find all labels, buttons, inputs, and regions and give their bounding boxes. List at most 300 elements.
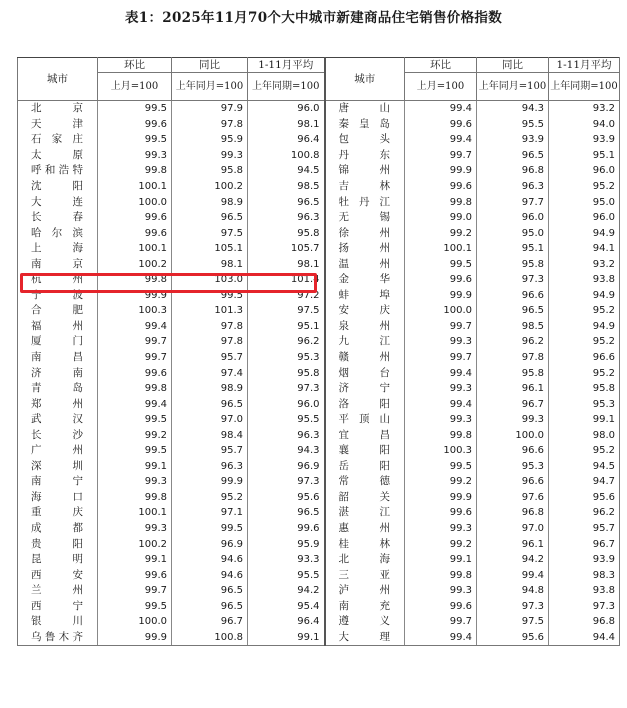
table-row: [18, 443, 620, 459]
city-name-right: 徐州: [325, 225, 405, 241]
yoy-value-left: 103.0: [172, 272, 248, 288]
table-row: [18, 459, 620, 475]
yoy-value-right: 96.0: [477, 210, 549, 226]
ytd-value-left: 97.3: [248, 474, 325, 490]
yoy-value-left: 96.5: [172, 210, 248, 226]
mom-value-left: 99.6: [98, 225, 172, 241]
city-name-right: 唐山: [325, 101, 405, 117]
ytd-value-left: 95.5: [248, 567, 325, 583]
yoy-base-left: 上年同月=100: [172, 73, 248, 101]
table-row: [18, 334, 620, 350]
city-name-right: 安庆: [325, 303, 405, 319]
ytd-value-left: 96.9: [248, 459, 325, 475]
table-row: [18, 163, 620, 179]
yoy-value-right: 97.8: [477, 350, 549, 366]
city-name-left: 青岛: [18, 381, 98, 397]
yoy-value-left: 94.6: [172, 567, 248, 583]
yoy-value-right: 96.1: [477, 381, 549, 397]
city-name-right: 韶关: [325, 490, 405, 506]
mom-value-right: 99.4: [405, 365, 477, 381]
ytd-value-left: 95.4: [248, 599, 325, 615]
yoy-value-left: 98.1: [172, 256, 248, 272]
mom-value-left: 99.8: [98, 272, 172, 288]
table-row: [18, 225, 620, 241]
mom-value-left: 99.6: [98, 567, 172, 583]
table-row: [18, 117, 620, 133]
mom-value-left: 99.3: [98, 474, 172, 490]
yoy-value-left: 96.5: [172, 396, 248, 412]
ytd-value-left: 96.5: [248, 194, 325, 210]
yoy-value-left: 97.8: [172, 334, 248, 350]
mom-value-left: 99.2: [98, 427, 172, 443]
table-row: [18, 241, 620, 257]
ytd-value-left: 97.2: [248, 288, 325, 304]
city-name-left: 石家庄: [18, 132, 98, 148]
city-name-left: 贵阳: [18, 536, 98, 552]
mom-value-right: 99.8: [405, 427, 477, 443]
yoy-value-left: 97.5: [172, 225, 248, 241]
ytd-value-right: 93.9: [549, 132, 620, 148]
yoy-value-right: 96.5: [477, 303, 549, 319]
ytd-value-left: 95.5: [248, 412, 325, 428]
mom-value-left: 100.1: [98, 505, 172, 521]
city-name-left: 福州: [18, 319, 98, 335]
yoy-value-left: 94.6: [172, 552, 248, 568]
city-name-right: 洛阳: [325, 396, 405, 412]
yoy-value-left: 97.8: [172, 117, 248, 133]
table-row: [18, 396, 620, 412]
city-name-right: 无锡: [325, 210, 405, 226]
ytd-value-right: 93.2: [549, 101, 620, 117]
mom-value-right: 99.3: [405, 583, 477, 599]
yoy-value-left: 100.8: [172, 630, 248, 646]
ytd-value-left: 96.3: [248, 427, 325, 443]
city-name-left: 呼和浩特: [18, 163, 98, 179]
table-row: [18, 350, 620, 366]
city-column-header-right: 城市: [325, 58, 405, 101]
mom-value-right: 99.5: [405, 459, 477, 475]
city-name-left: 长春: [18, 210, 98, 226]
mom-value-left: 99.5: [98, 599, 172, 615]
ytd-base-right: 上年同期=100: [549, 73, 620, 101]
city-name-left: 太原: [18, 148, 98, 164]
yoy-value-right: 97.5: [477, 614, 549, 630]
mom-value-left: 100.1: [98, 241, 172, 257]
yoy-value-right: 95.1: [477, 241, 549, 257]
mom-value-right: 99.8: [405, 567, 477, 583]
ytd-value-right: 95.0: [549, 194, 620, 210]
city-name-right: 遵义: [325, 614, 405, 630]
yoy-value-left: 95.9: [172, 132, 248, 148]
table-row: [18, 412, 620, 428]
price-index-table: [17, 57, 620, 646]
mom-value-left: 100.3: [98, 303, 172, 319]
table-row: [18, 303, 620, 319]
yoy-value-right: 97.7: [477, 194, 549, 210]
ytd-value-right: 94.9: [549, 288, 620, 304]
city-name-right: 扬州: [325, 241, 405, 257]
mom-value-right: 99.3: [405, 334, 477, 350]
city-name-left: 深圳: [18, 459, 98, 475]
yoy-value-right: 97.0: [477, 521, 549, 537]
yoy-value-right: 97.3: [477, 599, 549, 615]
table-row: [18, 567, 620, 583]
mom-value-right: 99.3: [405, 381, 477, 397]
city-name-right: 温州: [325, 256, 405, 272]
ytd-value-left: 95.6: [248, 490, 325, 506]
table-row: [18, 148, 620, 164]
yoy-value-left: 96.5: [172, 599, 248, 615]
ytd-value-left: 96.0: [248, 396, 325, 412]
ytd-value-left: 93.3: [248, 552, 325, 568]
yoy-value-right: 96.1: [477, 536, 549, 552]
highlight-box: [20, 273, 317, 293]
city-column-header-left: 城市: [18, 58, 98, 101]
city-name-right: 常德: [325, 474, 405, 490]
ytd-value-left: 100.8: [248, 148, 325, 164]
ytd-value-right: 98.3: [549, 567, 620, 583]
mom-value-left: 99.7: [98, 583, 172, 599]
yoy-value-right: 94.3: [477, 101, 549, 117]
yoy-value-right: 98.5: [477, 319, 549, 335]
yoy-value-left: 100.2: [172, 179, 248, 195]
yoy-value-right: 96.8: [477, 505, 549, 521]
mom-value-right: 99.9: [405, 288, 477, 304]
yoy-value-left: 99.5: [172, 288, 248, 304]
mom-value-right: 100.0: [405, 303, 477, 319]
mom-value-right: 99.4: [405, 132, 477, 148]
ytd-value-right: 93.8: [549, 583, 620, 599]
table-row: [18, 427, 620, 443]
yoy-base-right: 上年同月=100: [477, 73, 549, 101]
mom-value-right: 99.6: [405, 599, 477, 615]
ytd-value-left: 95.8: [248, 365, 325, 381]
table-row: [18, 474, 620, 490]
yoy-value-right: 96.5: [477, 148, 549, 164]
city-name-right: 宜昌: [325, 427, 405, 443]
city-name-right: 烟台: [325, 365, 405, 381]
mom-value-left: 99.9: [98, 630, 172, 646]
city-name-left: 郑州: [18, 396, 98, 412]
city-name-right: 三亚: [325, 567, 405, 583]
mom-value-right: 99.2: [405, 474, 477, 490]
yoy-value-left: 98.4: [172, 427, 248, 443]
yoy-value-right: 95.0: [477, 225, 549, 241]
yoy-value-left: 99.3: [172, 148, 248, 164]
yoy-value-left: 95.7: [172, 443, 248, 459]
city-name-left: 南昌: [18, 350, 98, 366]
ytd-value-right: 94.9: [549, 225, 620, 241]
city-name-left: 哈尔滨: [18, 225, 98, 241]
yoy-value-right: 94.8: [477, 583, 549, 599]
ytd-value-right: 96.0: [549, 210, 620, 226]
ytd-value-left: 97.5: [248, 303, 325, 319]
ytd-value-right: 95.2: [549, 303, 620, 319]
yoy-value-right: 96.8: [477, 163, 549, 179]
city-name-right: 惠州: [325, 521, 405, 537]
city-name-right: 蚌埠: [325, 288, 405, 304]
table-row: [18, 521, 620, 537]
ytd-value-left: 99.6: [248, 521, 325, 537]
yoy-header-right: 同比: [477, 58, 549, 73]
mom-value-left: 99.5: [98, 412, 172, 428]
mom-header-left: 环比: [98, 58, 172, 73]
mom-value-right: 99.7: [405, 350, 477, 366]
mom-value-right: 99.6: [405, 179, 477, 195]
city-name-left: 海口: [18, 490, 98, 506]
ytd-value-right: 96.0: [549, 163, 620, 179]
table-row: [18, 552, 620, 568]
table-row: [18, 381, 620, 397]
mom-value-left: 99.7: [98, 350, 172, 366]
yoy-value-left: 95.8: [172, 163, 248, 179]
table-body: [18, 101, 620, 646]
yoy-value-right: 100.0: [477, 427, 549, 443]
ytd-value-right: 96.7: [549, 536, 620, 552]
mom-value-right: 99.6: [405, 272, 477, 288]
city-name-left: 济南: [18, 365, 98, 381]
city-name-left: 厦门: [18, 334, 98, 350]
mom-value-left: 99.6: [98, 210, 172, 226]
yoy-value-right: 96.6: [477, 288, 549, 304]
yoy-value-left: 96.9: [172, 536, 248, 552]
mom-value-left: 99.5: [98, 101, 172, 117]
city-name-left: 乌鲁木齐: [18, 630, 98, 646]
mom-value-right: 99.7: [405, 319, 477, 335]
ytd-value-right: 95.7: [549, 521, 620, 537]
yoy-value-left: 95.7: [172, 350, 248, 366]
yoy-value-left: 95.2: [172, 490, 248, 506]
ytd-value-right: 93.8: [549, 272, 620, 288]
mom-value-right: 100.1: [405, 241, 477, 257]
city-name-left: 天津: [18, 117, 98, 133]
ytd-value-right: 95.3: [549, 396, 620, 412]
mom-value-left: 99.6: [98, 365, 172, 381]
ytd-value-left: 96.2: [248, 334, 325, 350]
city-name-right: 包头: [325, 132, 405, 148]
city-name-right: 岳阳: [325, 459, 405, 475]
city-name-right: 平顶山: [325, 412, 405, 428]
ytd-value-right: 95.2: [549, 365, 620, 381]
city-name-right: 金华: [325, 272, 405, 288]
yoy-header-left: 同比: [172, 58, 248, 73]
ytd-value-right: 94.4: [549, 630, 620, 646]
yoy-value-left: 97.9: [172, 101, 248, 117]
table-row: [18, 614, 620, 630]
ytd-value-left: 97.3: [248, 381, 325, 397]
yoy-value-right: 93.9: [477, 132, 549, 148]
yoy-value-left: 96.7: [172, 614, 248, 630]
mom-value-left: 99.4: [98, 396, 172, 412]
ytd-value-left: 105.7: [248, 241, 325, 257]
yoy-value-right: 95.8: [477, 256, 549, 272]
yoy-value-right: 96.7: [477, 396, 549, 412]
mom-value-right: 99.0: [405, 210, 477, 226]
city-name-left: 银川: [18, 614, 98, 630]
ytd-value-left: 94.2: [248, 583, 325, 599]
table-row: [18, 536, 620, 552]
ytd-value-left: 101.4: [248, 272, 325, 288]
table-row: [18, 630, 620, 646]
mom-header-right: 环比: [405, 58, 477, 73]
yoy-value-right: 97.3: [477, 272, 549, 288]
ytd-value-left: 94.3: [248, 443, 325, 459]
city-name-right: 泉州: [325, 319, 405, 335]
ytd-value-left: 96.0: [248, 101, 325, 117]
city-name-left: 北京: [18, 101, 98, 117]
ytd-value-left: 99.1: [248, 630, 325, 646]
mom-value-left: 99.3: [98, 148, 172, 164]
yoy-value-right: 99.4: [477, 567, 549, 583]
city-name-left: 南宁: [18, 474, 98, 490]
ytd-value-right: 95.2: [549, 443, 620, 459]
ytd-value-right: 96.8: [549, 614, 620, 630]
ytd-value-right: 98.0: [549, 427, 620, 443]
yoy-value-left: 99.5: [172, 521, 248, 537]
yoy-value-left: 96.5: [172, 583, 248, 599]
yoy-value-right: 95.8: [477, 365, 549, 381]
mom-value-left: 100.2: [98, 256, 172, 272]
table-row: [18, 179, 620, 195]
ytd-value-left: 96.4: [248, 614, 325, 630]
city-name-left: 长沙: [18, 427, 98, 443]
ytd-value-right: 95.1: [549, 148, 620, 164]
ytd-value-right: 97.3: [549, 599, 620, 615]
ytd-value-left: 98.1: [248, 117, 325, 133]
mom-value-right: 100.3: [405, 443, 477, 459]
table-row: [18, 505, 620, 521]
mom-value-right: 99.7: [405, 148, 477, 164]
city-name-left: 宁波: [18, 288, 98, 304]
table-row: [18, 490, 620, 506]
mom-value-right: 99.5: [405, 256, 477, 272]
mom-value-left: 99.1: [98, 459, 172, 475]
yoy-value-left: 96.3: [172, 459, 248, 475]
ytd-value-right: 95.6: [549, 490, 620, 506]
ytd-value-right: 96.2: [549, 505, 620, 521]
mom-value-right: 99.9: [405, 163, 477, 179]
mom-value-left: 99.1: [98, 552, 172, 568]
yoy-value-left: 97.0: [172, 412, 248, 428]
mom-value-left: 99.5: [98, 443, 172, 459]
ytd-value-right: 95.8: [549, 381, 620, 397]
city-name-right: 牡丹江: [325, 194, 405, 210]
mom-value-left: 100.0: [98, 194, 172, 210]
yoy-value-right: 95.5: [477, 117, 549, 133]
yoy-value-right: 96.6: [477, 443, 549, 459]
ytd-value-left: 95.8: [248, 225, 325, 241]
table-row: [18, 365, 620, 381]
city-name-left: 昆明: [18, 552, 98, 568]
mom-value-left: 100.1: [98, 179, 172, 195]
yoy-value-left: 98.9: [172, 194, 248, 210]
yoy-value-right: 96.6: [477, 474, 549, 490]
ytd-value-left: 94.5: [248, 163, 325, 179]
mom-value-left: 99.8: [98, 490, 172, 506]
mom-value-left: 99.5: [98, 132, 172, 148]
city-name-left: 广州: [18, 443, 98, 459]
ytd-value-right: 94.9: [549, 319, 620, 335]
yoy-value-right: 99.3: [477, 412, 549, 428]
ytd-header-right: 1-11月平均: [549, 58, 620, 73]
yoy-value-left: 97.8: [172, 319, 248, 335]
table-row: [18, 101, 620, 117]
city-name-left: 沈阳: [18, 179, 98, 195]
city-name-right: 桂林: [325, 536, 405, 552]
ytd-value-right: 95.2: [549, 179, 620, 195]
mom-value-right: 99.8: [405, 194, 477, 210]
ytd-base-left: 上年同期=100: [248, 73, 325, 101]
table-row: [18, 132, 620, 148]
mom-value-right: 99.1: [405, 552, 477, 568]
mom-value-left: 99.8: [98, 163, 172, 179]
ytd-value-right: 95.2: [549, 334, 620, 350]
table-row: [18, 194, 620, 210]
yoy-value-right: 95.3: [477, 459, 549, 475]
yoy-value-right: 95.6: [477, 630, 549, 646]
mom-value-left: 99.9: [98, 288, 172, 304]
mom-value-right: 99.4: [405, 630, 477, 646]
ytd-value-right: 94.0: [549, 117, 620, 133]
ytd-value-right: 99.1: [549, 412, 620, 428]
ytd-value-right: 93.2: [549, 256, 620, 272]
table-row: [18, 583, 620, 599]
city-name-right: 济宁: [325, 381, 405, 397]
ytd-value-left: 98.5: [248, 179, 325, 195]
mom-value-left: 99.6: [98, 117, 172, 133]
mom-value-left: 99.3: [98, 521, 172, 537]
city-name-right: 吉林: [325, 179, 405, 195]
yoy-value-left: 99.9: [172, 474, 248, 490]
city-name-left: 西宁: [18, 599, 98, 615]
city-name-left: 南京: [18, 256, 98, 272]
mom-value-right: 99.7: [405, 614, 477, 630]
city-name-right: 襄阳: [325, 443, 405, 459]
yoy-value-left: 98.9: [172, 381, 248, 397]
mom-value-right: 99.9: [405, 490, 477, 506]
city-name-left: 武汉: [18, 412, 98, 428]
mom-value-right: 99.6: [405, 505, 477, 521]
ytd-value-right: 93.9: [549, 552, 620, 568]
mom-value-right: 99.3: [405, 412, 477, 428]
yoy-value-right: 96.3: [477, 179, 549, 195]
city-name-left: 上海: [18, 241, 98, 257]
table-title: 表1：2025年11月70个大中城市新建商品住宅销售价格指数: [124, 10, 503, 26]
city-name-left: 重庆: [18, 505, 98, 521]
city-name-left: 兰州: [18, 583, 98, 599]
city-name-right: 赣州: [325, 350, 405, 366]
table-row: [18, 256, 620, 272]
mom-value-right: 99.4: [405, 396, 477, 412]
ytd-value-right: 96.6: [549, 350, 620, 366]
mom-value-left: 99.8: [98, 381, 172, 397]
ytd-value-left: 96.5: [248, 505, 325, 521]
yoy-value-right: 94.2: [477, 552, 549, 568]
city-name-left: 大连: [18, 194, 98, 210]
mom-value-right: 99.3: [405, 521, 477, 537]
yoy-value-left: 97.4: [172, 365, 248, 381]
city-name-right: 秦皇岛: [325, 117, 405, 133]
yoy-value-right: 96.2: [477, 334, 549, 350]
mom-value-right: 99.4: [405, 101, 477, 117]
ytd-value-left: 95.9: [248, 536, 325, 552]
table-row: [18, 599, 620, 615]
mom-value-left: 99.7: [98, 334, 172, 350]
city-name-right: 锦州: [325, 163, 405, 179]
ytd-value-left: 95.1: [248, 319, 325, 335]
city-name-right: 泸州: [325, 583, 405, 599]
ytd-value-left: 96.3: [248, 210, 325, 226]
